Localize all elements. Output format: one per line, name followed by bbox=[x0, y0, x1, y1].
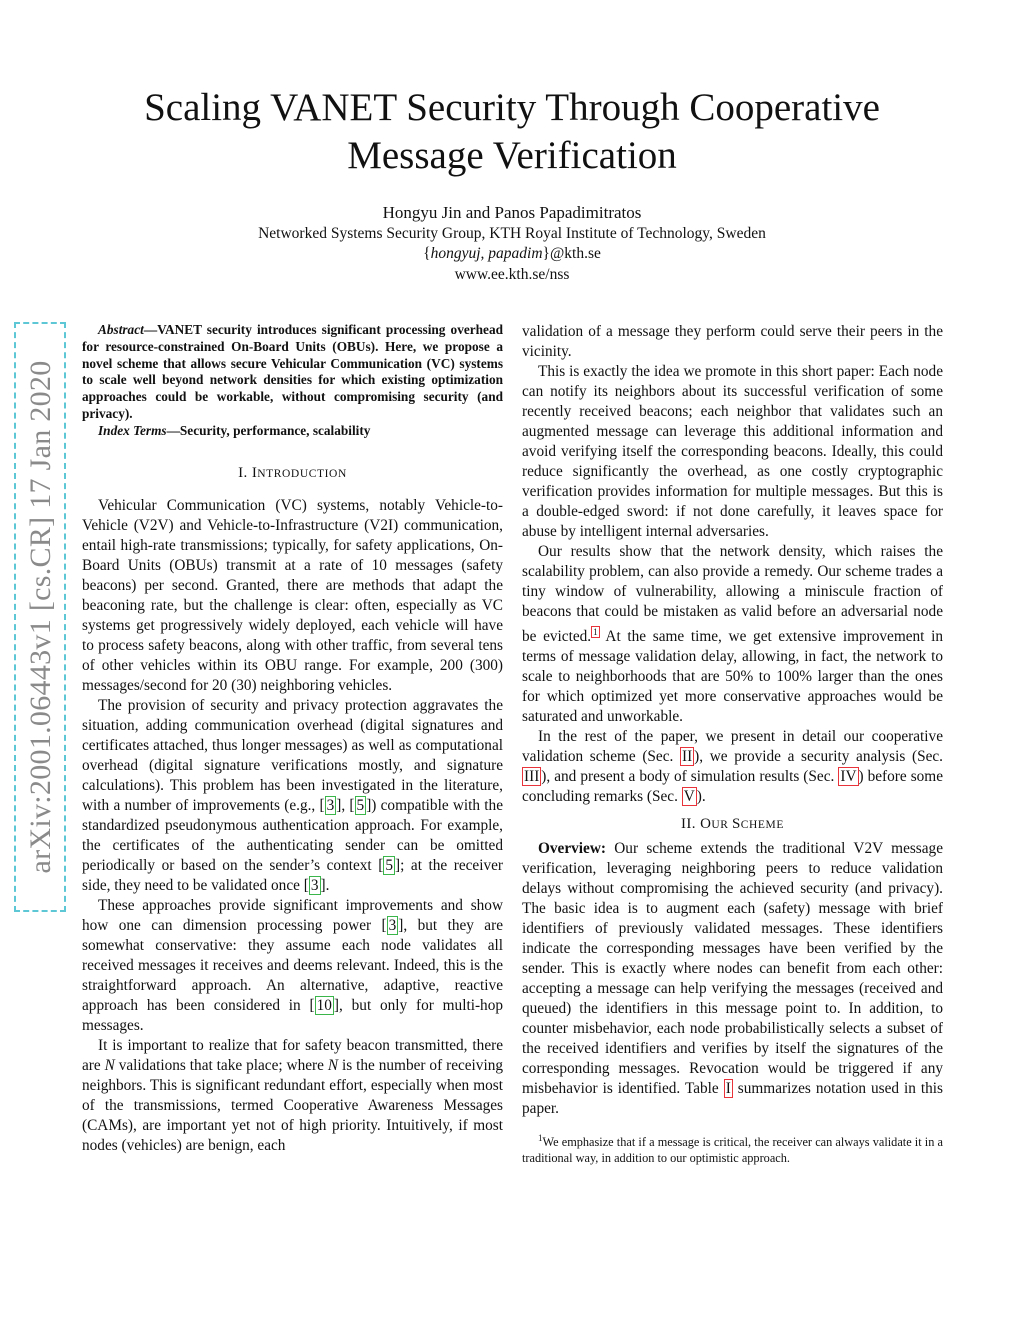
index-terms bbox=[82, 423, 503, 440]
citation-link[interactable]: 3 bbox=[326, 796, 335, 814]
footnote-link[interactable]: 1 bbox=[593, 627, 598, 637]
footnote-mark: 1 bbox=[538, 1133, 543, 1144]
overview-label: Overview: bbox=[538, 840, 606, 858]
paper-title bbox=[90, 84, 934, 180]
email: {hongyuj, papadim}@kth.se bbox=[423, 245, 601, 262]
abstract-text: —VANET security introduces significant processing overhead for resource-constrained On-Board Units (OBUs). Here, we propose a novel scheme that allows secure Vehicular Communication (VC) systems to scale well beyond network densities for which existing optimization approaches could be workable, without compromising security (and privacy). bbox=[82, 322, 503, 421]
citation-link[interactable]: 10 bbox=[316, 996, 332, 1014]
right-column bbox=[522, 322, 943, 1166]
section-link[interactable]: III bbox=[524, 768, 540, 786]
arxiv-identifier[interactable]: arXiv:2001.06443v1 [cs.CR] 17 Jan 2020 bbox=[24, 360, 57, 874]
abstract bbox=[82, 322, 503, 423]
intro-paragraph-2: The provision of security and privacy protection aggravates the situation, adding communication overhead (digital signatures and certificates attached, thus longer messages) as well as computational overhead (digital signature verifications mostly, and signature calculations). This problem has been investigated in the literature, with a number of improvements (e.g., [ 3 ], [ 5 ]) compatible with the standardized pseudonymous authentication approach. For example, the certificates of the authenticating sender can be omitted periodically or based on the sender’s context [ 5 ]; at the receiver side, they need to be validated once [ 3 ]. bbox=[82, 696, 503, 894]
left-column bbox=[82, 322, 503, 1156]
email-domain: @kth.se bbox=[549, 245, 601, 262]
affiliation: Networked Systems Security Group, KTH Royal Institute of Technology, Sweden bbox=[258, 225, 766, 242]
right-paragraph-2: Our results show that the network density, which raises the scalability problem, can also provide a remedy. Our scheme trades a tiny window of vulnerability, allowing a miniscule fraction of beacons that could be mistaken as valid before an adversarial node be evicted. $^1$ At the same time, we get extensive improvement in terms of message validation delay, allowing, in fact, the network to scale to neighborhoods that are 50% to 100% larger than the ones for which optimized yet more conservative approaches would be saturated and unworkable. bbox=[522, 543, 943, 726]
citation-link[interactable]: 5 bbox=[385, 856, 393, 874]
title-line-1: Scaling VANET Security Through Cooperative bbox=[144, 86, 880, 129]
intro-paragraph-4: It is important to realize that for safety beacon transmitted, there are N validations that take place; where N is the number of receiving neighbors. This is significant redundant effort, especially when most of the transmissions, termed Cooperative Awareness Messages (CAMs), are important yet not of high priority. Intuitively, if most nodes (vehicles) are benign, each bbox=[82, 1036, 504, 1154]
index-terms-label: Index Terms bbox=[98, 422, 167, 438]
email-users: hongyuj, papadim bbox=[430, 245, 543, 262]
index-terms-text: —Security, performance, scalability bbox=[166, 422, 371, 438]
right-paragraph-3: In the rest of the paper, we present in detail our cooperative validation scheme (Sec. II ), we provide a security analysis (Sec. III ), and present a body of simulation results (Sec. IV ) before some concluding remarks (Sec. V ). bbox=[522, 728, 943, 806]
title-line-2: Message Verification bbox=[347, 134, 677, 177]
footnote: $^1$We emphasize that if a message is critical, the receiver can always validate it in a traditional way, in addition to our optimistic approach. bbox=[522, 1133, 943, 1165]
right-paragraph-1: This is exactly the idea we promote in this short paper: Each node can notify its neighbors about its successful verification of some recently received beacons; each neighbor that validates such an augmented message can leverage this additional information and avoid verifying itself the corresponding beacons. Ideally, this could reduce significantly the overhead, as one costly cryptographic verification provides information for multiple messages. But this is a double-edged sword: if not done carefully, it leaves space for abuse by intelligent internal adversaries. bbox=[522, 363, 943, 540]
right-paragraph-0: validation of a message they perform could serve their peers in the vicinity. bbox=[522, 323, 943, 360]
overview-paragraph: Overview: Our scheme extends the traditional V2V message verification, leveraging neighboring peers to reduce validation delays without compromising the achieved security (and privacy). The basic idea is to augment each (safety) message with brief identifiers of previously validated messages. These identifiers indicate the corresponding messages have been verified by the sender. This is exactly where nodes can benefit from each other: accepting a message can help verifying the messages (received and queued) the identifiers in this message point to. In addition, to counter misbehavior, each node probabilistically selects a subset of the received identifiers and verifies by itself the signatures of the corresponding messages. Revocation would be triggered if any misbehavior is identified. Table I summarizes notation used in this paper. bbox=[522, 840, 943, 1118]
section-heading-our-scheme: II. OUR SCHEME bbox=[681, 816, 784, 833]
section-link[interactable]: IV bbox=[840, 768, 857, 786]
section-link[interactable]: II bbox=[681, 748, 693, 766]
citation-link[interactable]: 5 bbox=[356, 796, 365, 814]
section-link[interactable]: V bbox=[683, 788, 695, 806]
citation-link[interactable]: 3 bbox=[388, 916, 397, 934]
intro-paragraph-1: Vehicular Communication (VC) systems, notably Vehicle-to-Vehicle (V2V) and Vehicle-to-Infrastructure (V2I) communication, entail high-rate transmissions; typically, for safety applications, On-Board Units (OBUs) transmit at a rate of 10 messages (safety beacons) per second. Granted, there are methods that adapt the beaconing rate, but the challenge is clear: often, especially as VC systems get progressively widely deployed, each vehicle will have to process safety beacons, along with other traffic, from several tens of other vehicles within its OBU range. For example, 200 (300) messages/second for 20 (30) neighboring vehicles. bbox=[82, 496, 503, 694]
citation-link[interactable]: 3 bbox=[310, 876, 319, 894]
authors: Hongyu Jin and Panos Papadimitratos bbox=[382, 203, 642, 222]
section-heading-introduction: I. INTRODUCTION bbox=[238, 464, 347, 481]
abstract-label: Abstract bbox=[98, 322, 144, 337]
intro-paragraph-3: These approaches provide significant improvements and show how one can dimension processing power [ 3 ], but they are somewhat conservative: they assume each node validates all received messages it receives and deems relevant. Indeed, this is the straightforward approach. An alternative, adaptive, reactive approach has been considered in [ 10 ], but only for multi-hop messages. bbox=[82, 896, 503, 1034]
table-link[interactable]: I bbox=[725, 1080, 731, 1098]
website: www.ee.kth.se/nss bbox=[454, 266, 570, 283]
